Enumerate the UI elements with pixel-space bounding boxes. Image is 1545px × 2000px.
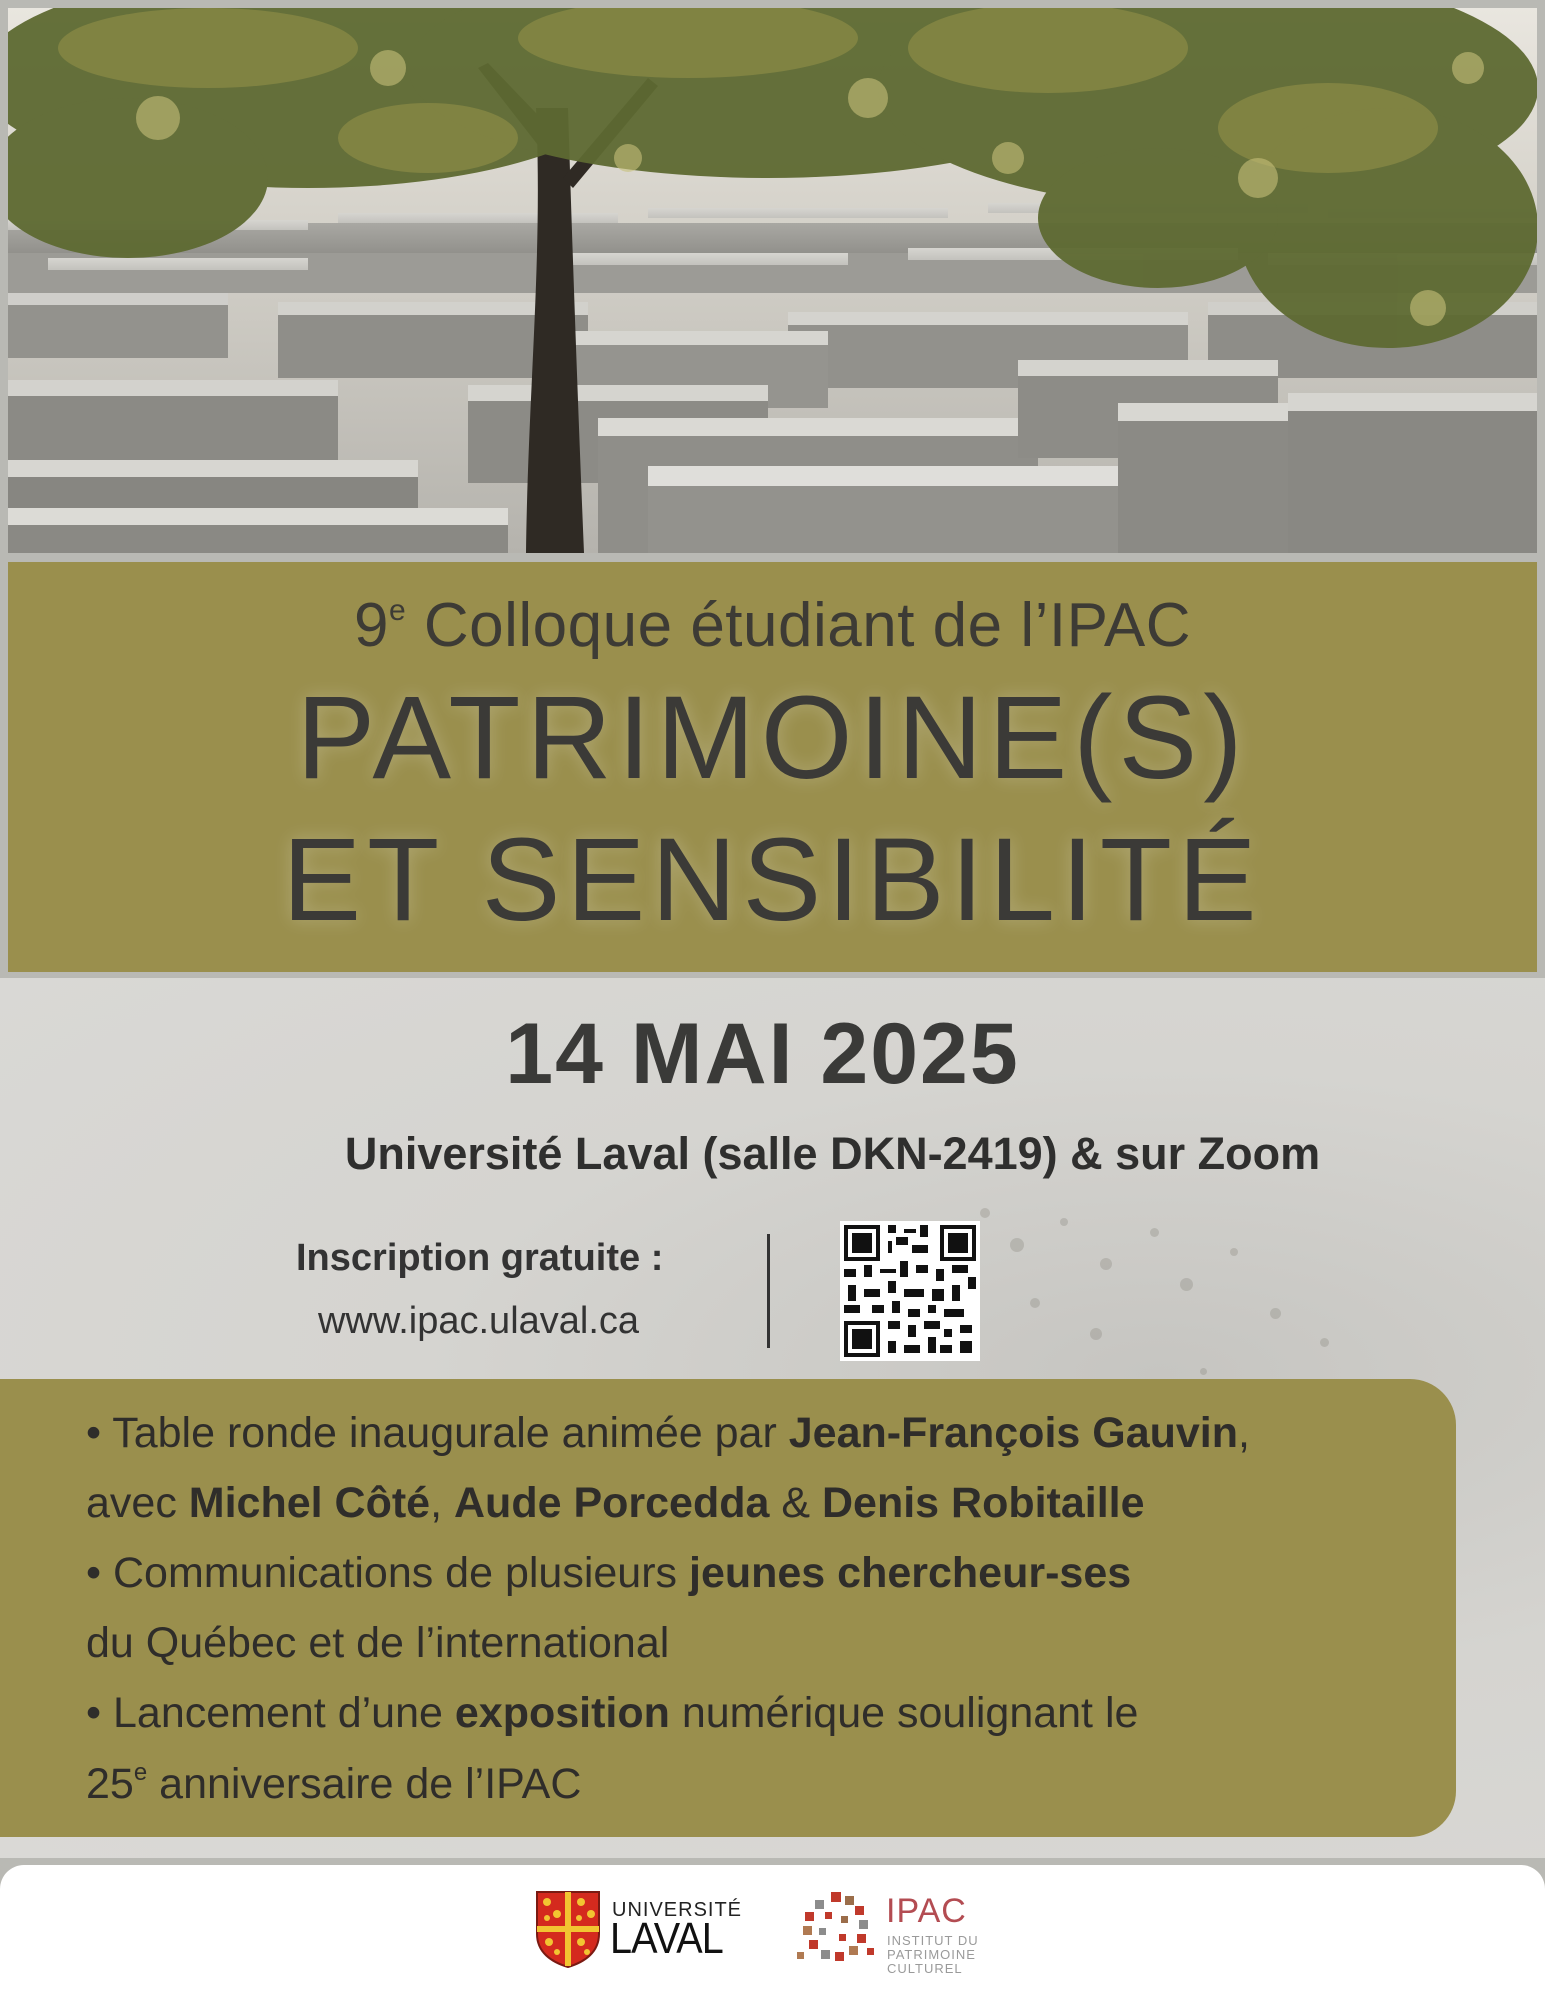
event-date: 14 MAI 2025 [505,1006,1020,1102]
ipac-subtitle-line3: CULTUREL [887,1961,963,1976]
bullet-communications-line2: du Québec et de l’international [86,1619,670,1667]
qr-code-graphic [840,1221,980,1361]
bullet-roundtable-guests: avec Michel Côté, Aude Porcedda & Denis Robitaille [86,1479,1145,1527]
registration-link[interactable]: www.ipac.ulaval.ca [318,1300,640,1342]
event-venue: Université Laval (salle DKN-2419) & sur Zoom [344,1128,1321,1179]
bullet-roundtable: • Table ronde inaugurale animée par Jean-François Gauvin, [86,1409,1250,1457]
colloque-subtitle: 9e Colloque étudiant de l’IPAC [353,591,1192,660]
laval-wordmark: LAVAL [610,1914,723,1963]
bullet-communications: • Communications de plusieurs jeunes chercheur-ses [86,1549,1132,1597]
bullet-exhibition: • Lancement d’une exposition numérique soulignant le [86,1689,1139,1737]
ipac-subtitle-line1: INSTITUT DU [887,1933,979,1948]
memorial-photo-illustration [8,8,1537,553]
laval-shield-graphic [535,1890,601,1968]
universite-laval-crest-icon [535,1890,601,1973]
ipac-logo-icon [795,1888,881,1979]
vertical-divider [767,1234,770,1348]
ipac-wordmark: IPAC [886,1892,967,1930]
title-line-2: ET SENSIBILITÉ [282,814,1263,946]
title-band [8,562,1537,972]
ipac-subtitle-line2: PATRIMOINE [887,1947,976,1962]
ipac-mosaic-graphic [795,1888,881,1974]
program-highlights-box [0,1379,1456,1837]
event-title [8,667,1537,951]
bullet-exhibition-line2: 25e anniversaire de l’IPAC [86,1759,582,1808]
title-line-1: PATRIMOINE(S) [296,672,1249,804]
qr-code-icon[interactable] [840,1221,980,1361]
footer-logos [0,1865,1545,2000]
hero-photo [8,8,1537,553]
laval-wordmark-small: UNIVERSITÉ [612,1899,743,1921]
registration-label: Inscription gratuite : [296,1237,664,1279]
